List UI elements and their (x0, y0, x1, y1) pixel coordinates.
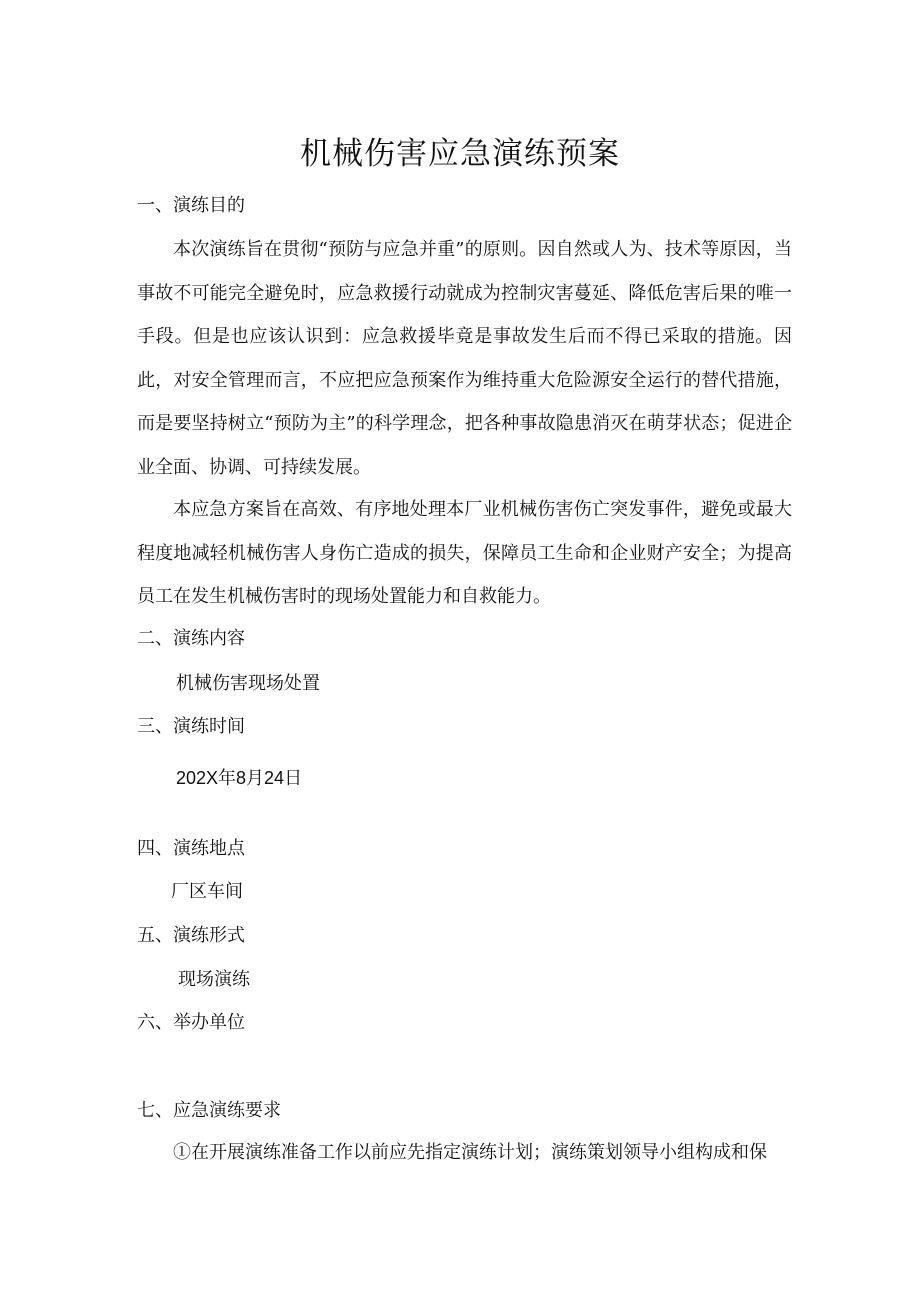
section-value-time: 202X年8月24日 (176, 768, 303, 788)
section-heading-requirements: 七、应急演练要求 (137, 1100, 281, 1121)
document-title: 机械伤害应急演练预案 (300, 136, 620, 172)
paragraph-requirements-1: ①在开展演练准备工作以前应先指定演练计划；演练策划领导小组构成和保 (173, 1142, 767, 1163)
paragraph-purpose-1: 本次演练旨在贯彻“预防与应急并重”的原则。因自然或人为、技术等原因，当事故不可能完全避免时，应急救援行动就成为控制灾害蔓延、降低危害后果的唯一手段。但是也应该认识到：应急救援毕竟是事故发生后而不得已采取的措施。因此，对安全管理而言，不应把应急预案作为维持重大危险源安全运行的替代措施，而是要坚持树立“预防为主”的科学理念，把各种事故隐患消灭在萌芽状态；促进企业全面、协调、可持续发展。 (137, 239, 792, 478)
paragraph-purpose-2: 本应急方案旨在高效、有序地处理本厂业机械伤害伤亡突发事件，避免或最大程度地减轻机械伤害人身伤亡造成的损失，保障员工生命和企业财产安全；为提高员工在发生机械伤害时的现场处置能力和自救能力。 (137, 499, 792, 607)
section-heading-content: 二、演练内容 (137, 628, 245, 649)
section-value-content: 机械伤害现场处置 (176, 673, 320, 694)
section-heading-location: 四、演练地点 (137, 838, 245, 859)
section-value-location: 厂区车间 (171, 881, 243, 902)
section-heading-format: 五、演练形式 (137, 925, 245, 946)
section-heading-time: 三、演练时间 (137, 716, 245, 737)
section-heading-purpose: 一、演练目的 (137, 195, 245, 216)
section-value-format: 现场演练 (178, 969, 250, 990)
section-heading-organizer: 六、举办单位 (137, 1012, 245, 1033)
